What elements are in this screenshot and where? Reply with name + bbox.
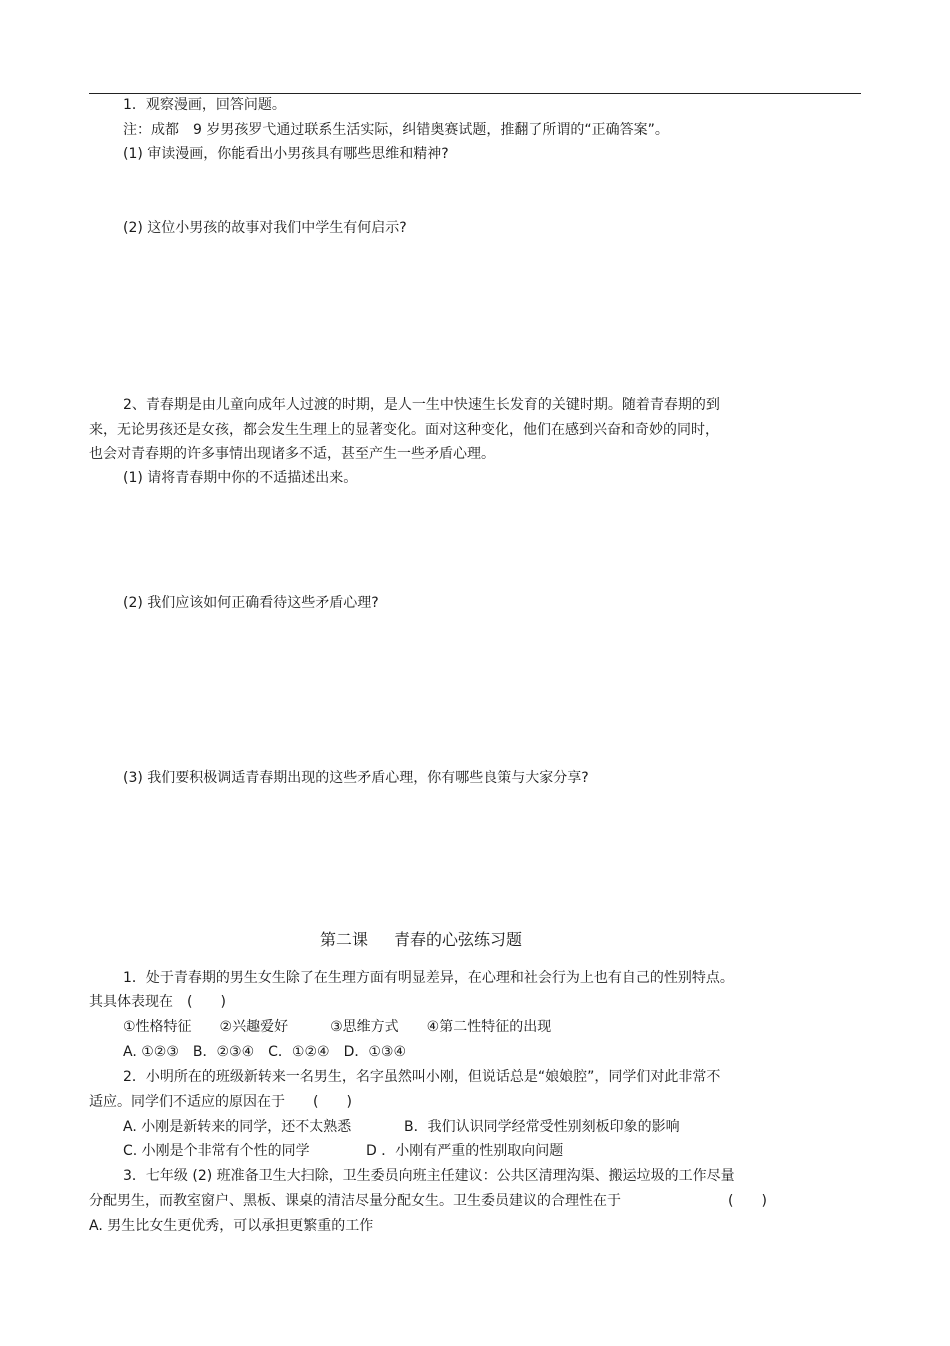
question-2-sub2: (2) 我们应该如何正确看待这些矛盾心理? [123,595,379,611]
section-title-name: 青春的心弦练习题 [394,930,523,949]
question-1-sub1: (1) 审读漫画，你能看出小男孩具有哪些思维和精神? [123,146,449,162]
exercise-2-line2: 适应。同学们不适应的原因在于 ( ) [89,1094,352,1110]
exercise-3-line2: 分配男生，而教室窗户、黑板、课桌的清洁尽量分配女生。卫生委员建议的合理性在于 [89,1193,621,1209]
exercise-2-line1: 2．小明所在的班级新转来一名男生，名字虽然叫小刚，但说话总是“娘娘腔”，同学们对此非常不 [123,1069,721,1085]
exercise-1-line2: 其具体表现在 ( ) [89,994,226,1010]
question-2-sub1: (1) 请将青春期中你的不适描述出来。 [123,470,358,486]
exercise-2-option-a: A. 小刚是新转来的同学，还不太熟悉 [123,1119,352,1135]
question-2-paragraph-line2: 来，无论男孩还是女孩，都会发生生理上的显著变化。面对这种变化，他们在感到兴奋和奇妙的同时， [89,422,719,438]
exercise-2-option-c: C. 小刚是个非常有个性的同学 [123,1143,310,1159]
question-1-sub2: (2) 这位小男孩的故事对我们中学生有何启示? [123,220,407,236]
exercise-3-option-a: A. 男生比女生更优秀，可以承担更繁重的工作 [89,1218,374,1234]
exercise-2-option-b: B．我们认识同学经常受性别刻板印象的影响 [404,1119,680,1135]
exercise-2-option-d: D ．小刚有严重的性别取向问题 [366,1143,564,1159]
exercise-3-answer-paren: ( ) [728,1193,767,1209]
question-2-sub3: (3) 我们要积极调适青春期出现的这些矛盾心理，你有哪些良策与大家分享? [123,770,589,786]
exercise-1-items: ①性格特征 ②兴趣爱好 ③思维方式 ④第二性特征的出现 [123,1019,552,1035]
question-1-note: 注：成都 9 岁男孩罗弋通过联系生活实际，纠错奥赛试题，推翻了所谓的“正确答案”。 [123,122,669,138]
header-rule [89,93,861,94]
question-2-paragraph-line3: 也会对青春期的许多事情出现诸多不适，甚至产生一些矛盾心理。 [89,446,495,462]
question-2-paragraph-line1: 2、青春期是由儿童向成年人过渡的时期，是人一生中快速生长发育的关键时期。随着青春期的到 [123,397,720,413]
section-title-lesson: 第二课 [320,930,369,949]
section-title [320,930,522,950]
exercise-1-options: A. ①②③ B．②③④ C．①②④ D．①③④ [123,1044,407,1060]
exercise-1-line1: 1．处于青春期的男生女生除了在生理方面有明显差异，在心理和社会行为上也有自己的性别特点。 [123,970,734,986]
question-1-title: 1．观察漫画，回答问题。 [123,97,286,113]
exercise-3-line1: 3．七年级 (2) 班准备卫生大扫除，卫生委员向班主任建议：公共区清理沟渠、搬运垃圾的工作尽量 [123,1168,735,1184]
